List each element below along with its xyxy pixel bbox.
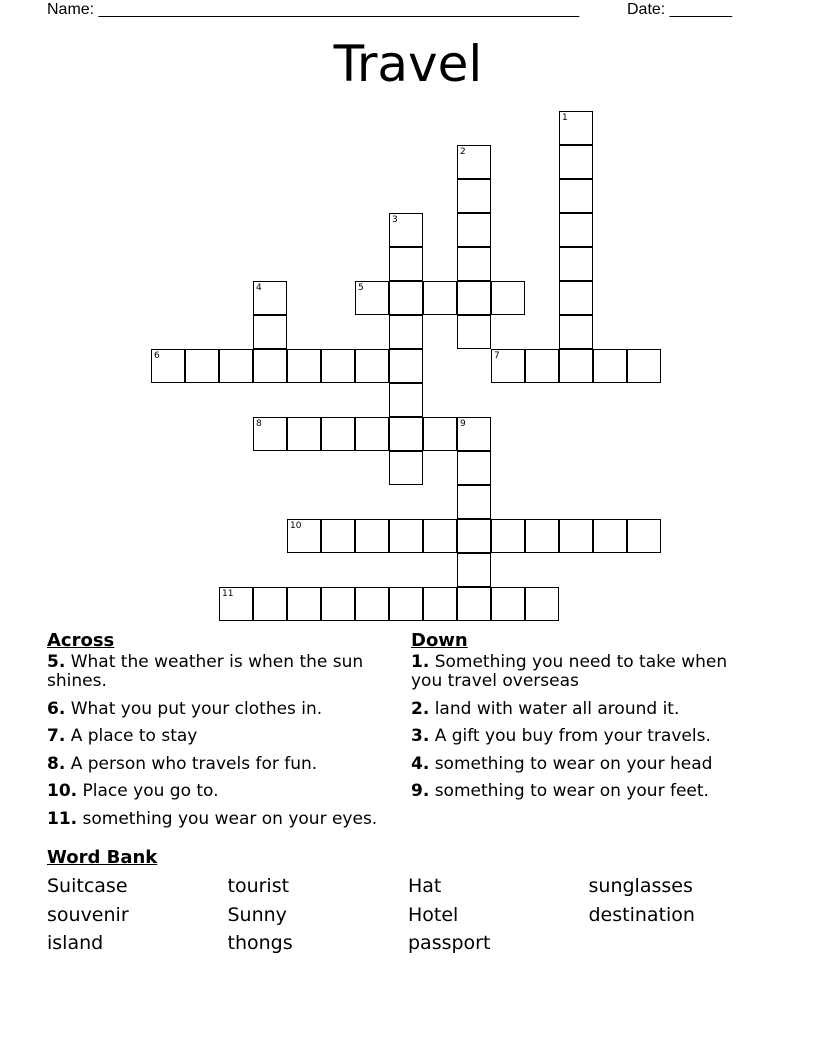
clue-number: 9.: [411, 781, 430, 801]
clue-text: land with water all around it.: [434, 698, 680, 719]
word-bank-item: Suitcase: [47, 875, 128, 897]
clue-number: 5: [358, 283, 364, 293]
word-bank: [47, 846, 695, 954]
word-bank-item: Sunny: [227, 903, 287, 926]
grid-cell[interactable]: [457, 451, 491, 485]
page-title: Travel: [333, 35, 483, 93]
grid-cell[interactable]: [389, 383, 423, 417]
clue-number: 5.: [47, 652, 66, 672]
grid-cell[interactable]: [627, 519, 661, 553]
grid-cell[interactable]: [389, 519, 423, 553]
clue-number: 4.: [411, 753, 430, 774]
word-bank-item: tourist: [227, 875, 290, 897]
grid-cell[interactable]: [219, 587, 253, 621]
across-clue: [47, 755, 392, 774]
word-bank-item: Hat: [408, 875, 442, 897]
across-clue: [47, 727, 392, 746]
down-clue: [411, 727, 756, 746]
across-section: [47, 630, 392, 837]
word-bank-item: souvenir: [47, 903, 129, 926]
clue-number: 7: [494, 351, 500, 361]
grid-cell[interactable]: [559, 281, 593, 315]
grid-cell[interactable]: [287, 349, 321, 383]
grid-cell[interactable]: [457, 247, 491, 281]
grid-cell[interactable]: [185, 349, 219, 383]
clue-number: 11.: [47, 808, 78, 829]
clue-number: 11: [222, 589, 234, 599]
grid-cell[interactable]: [151, 349, 185, 383]
grid-cell[interactable]: [423, 519, 457, 553]
clue-text: A gift you buy from your travels.: [434, 726, 711, 746]
grid-cell[interactable]: [355, 519, 389, 553]
clue-number: 10.: [47, 781, 78, 801]
grid-cell[interactable]: [321, 519, 355, 553]
clue-text: A person who travels for fun.: [70, 753, 318, 774]
grid-cell[interactable]: [593, 519, 627, 553]
grid-cell[interactable]: [525, 587, 559, 621]
grid-cell[interactable]: [457, 553, 491, 587]
clue-text: something to wear on your feet.: [434, 781, 709, 801]
grid-cell[interactable]: [525, 349, 559, 383]
grid-cell[interactable]: [287, 519, 321, 553]
grid-cell[interactable]: [287, 587, 321, 621]
grid-cell[interactable]: [627, 349, 661, 383]
grid-cell[interactable]: [389, 587, 423, 621]
grid-cell[interactable]: [253, 281, 287, 315]
name-field[interactable]: Name: ______________________________________________________: [47, 1, 580, 18]
grid-cell[interactable]: [491, 519, 525, 553]
grid-cell[interactable]: [253, 315, 287, 349]
grid-cell[interactable]: [559, 111, 593, 145]
clue-text: something to wear on your head: [434, 753, 713, 774]
clue-text: something you wear on your eyes.: [82, 808, 378, 829]
clue-number: 3.: [411, 726, 430, 746]
word-bank-item: Hotel: [408, 903, 459, 926]
grid-cell[interactable]: [525, 519, 559, 553]
across-heading: Across: [47, 630, 115, 651]
grid-cell[interactable]: [389, 315, 423, 349]
word-bank-item: island: [47, 932, 104, 954]
grid-cell[interactable]: [423, 417, 457, 451]
grid-cell[interactable]: [491, 281, 525, 315]
grid-cell[interactable]: [253, 587, 287, 621]
grid-cell[interactable]: [219, 349, 253, 383]
clue-number: 8: [256, 419, 262, 429]
grid-cell[interactable]: [389, 281, 423, 315]
grid-cell[interactable]: [457, 281, 491, 315]
grid-cell[interactable]: [491, 587, 525, 621]
grid-cell[interactable]: [423, 281, 457, 315]
grid-cell[interactable]: [457, 519, 491, 553]
word-bank-item: passport: [408, 932, 491, 954]
grid-cell[interactable]: [457, 213, 491, 247]
clue-text: Place you go to.: [82, 781, 219, 801]
clue-number: 1: [562, 113, 568, 123]
grid-cell[interactable]: [559, 145, 593, 179]
grid-cell[interactable]: [457, 315, 491, 349]
grid-cell[interactable]: [491, 349, 525, 383]
across-clue: [47, 810, 392, 829]
clue-number: 6.: [47, 698, 66, 719]
grid-cell[interactable]: [559, 315, 593, 349]
clue-number: 3: [392, 215, 398, 225]
grid-cell[interactable]: [321, 417, 355, 451]
down-clue: [411, 782, 756, 801]
word-bank-item: thongs: [227, 932, 293, 954]
grid-cell[interactable]: [559, 247, 593, 281]
grid-cell[interactable]: [457, 145, 491, 179]
across-clue: [47, 653, 392, 691]
grid-cell[interactable]: [559, 179, 593, 213]
clue-number: 10: [290, 521, 302, 531]
across-clue: [47, 782, 392, 801]
grid-cell[interactable]: [457, 179, 491, 213]
clue-text: A place to stay: [70, 726, 198, 746]
grid-cell[interactable]: [559, 213, 593, 247]
grid-cell[interactable]: [321, 349, 355, 383]
grid-cell[interactable]: [559, 349, 593, 383]
clue-number: 7.: [47, 726, 66, 746]
clue-text: Something you need to take when you travel overseas: [411, 652, 728, 691]
grid-cell[interactable]: [423, 587, 457, 621]
grid-cell[interactable]: [287, 417, 321, 451]
grid-cell[interactable]: [593, 349, 627, 383]
clue-number: 2.: [411, 698, 430, 719]
clue-number: 2: [460, 147, 466, 157]
grid-cell[interactable]: [559, 519, 593, 553]
word-bank-item: destination: [588, 903, 695, 926]
clue-number: 4: [256, 283, 262, 293]
grid-cell[interactable]: [389, 247, 423, 281]
grid-cell[interactable]: [457, 485, 491, 519]
down-section: [411, 630, 756, 810]
grid-cell[interactable]: [321, 587, 355, 621]
grid-cell[interactable]: [457, 417, 491, 451]
clue-number: 9: [460, 419, 466, 429]
grid-cell[interactable]: [389, 349, 423, 383]
word-bank-item: sunglasses: [588, 875, 693, 897]
grid-cell[interactable]: [389, 451, 423, 485]
grid-cell[interactable]: [355, 587, 389, 621]
down-clue: [411, 700, 756, 719]
grid-cell[interactable]: [389, 213, 423, 247]
across-clue: [47, 700, 392, 719]
down-heading: Down: [411, 630, 468, 651]
grid-cell[interactable]: [355, 349, 389, 383]
word-bank-heading: Word Bank: [47, 847, 158, 868]
clue-text: What you put your clothes in.: [70, 698, 323, 719]
clue-text: What the weather is when the sun shines.: [47, 652, 364, 691]
down-clue: [411, 653, 756, 691]
grid-cell[interactable]: [355, 417, 389, 451]
date-field[interactable]: Date: _______: [627, 1, 732, 18]
grid-cell[interactable]: [389, 417, 423, 451]
clue-number: 6: [154, 351, 160, 361]
down-clue: [411, 755, 756, 774]
grid-cell[interactable]: [253, 417, 287, 451]
clue-number: 8.: [47, 753, 66, 774]
grid-cell[interactable]: [355, 281, 389, 315]
grid-cell[interactable]: [253, 349, 287, 383]
grid-cell[interactable]: [457, 587, 491, 621]
clue-number: 1.: [411, 652, 430, 672]
